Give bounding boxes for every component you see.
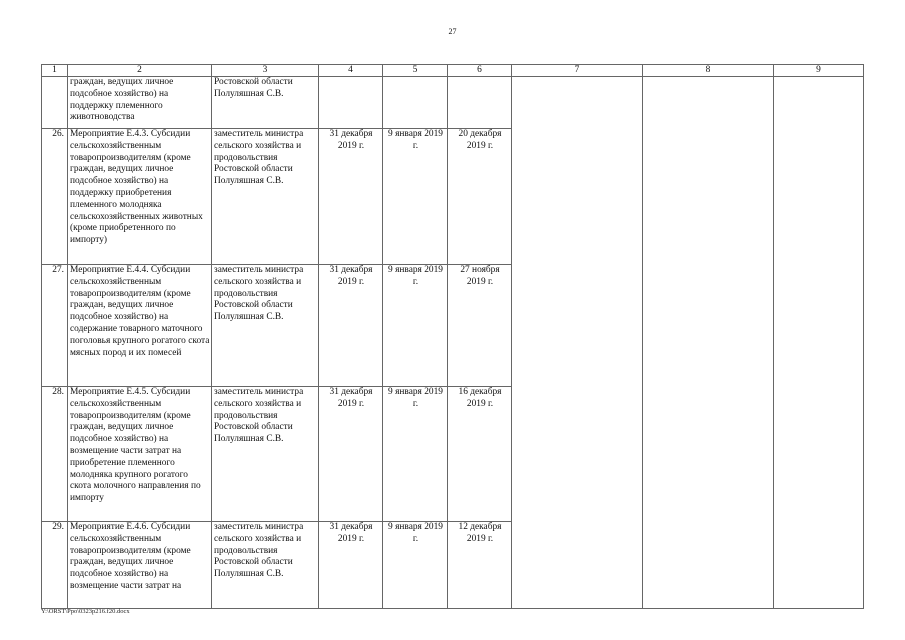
date-cell: 9 января 2019 г.: [383, 265, 448, 387]
date-cell: [448, 77, 512, 129]
column-number: 9: [774, 65, 864, 77]
page-number: 27: [448, 27, 457, 36]
responsible-cell: заместитель министра сельского хозяйства и продовольствия Ростовской области Полуляшная С.В.: [212, 387, 319, 522]
event-cell: Мероприятие Е.4.3. Субсидии сельскохозяйственным товаропроизводителям (кроме граждан, ведущих личное подсобное хозяйство) на поддержку приобретения племенного молодняка сельскохозяйственных животных (кроме приобретенного по импорту): [68, 129, 212, 265]
empty-cell: [774, 77, 864, 609]
date-cell: [383, 77, 448, 129]
date-cell: 31 декабря 2019 г.: [319, 265, 383, 387]
row-number-cell: 26.: [42, 129, 68, 265]
file-path-footer: Y:\ORST\Ppo\0323p216.f20.docx: [41, 608, 130, 615]
event-cell: граждан, ведущих личное подсобное хозяйство) на поддержку племенного животноводства: [68, 77, 212, 129]
date-cell: 27 ноября 2019 г.: [448, 265, 512, 387]
event-cell: Мероприятие Е.4.5. Субсидии сельскохозяйственным товаропроизводителям (кроме граждан, ведущих личное подсобное хозяйство) на возмещение части затрат на приобретение племенного молодняка крупного рогатого скота молочного направления по импорту: [68, 387, 212, 522]
column-number: 5: [383, 65, 448, 77]
event-cell: Мероприятие Е.4.4. Субсидии сельскохозяйственным товаропроизводителям (кроме граждан, ведущих личное подсобное хозяйство) на содержание товарного маточного поголовья крупного рогатого скота мясных пород и их помесей: [68, 265, 212, 387]
date-cell: 31 декабря 2019 г.: [319, 129, 383, 265]
column-number-row: [42, 65, 864, 77]
date-cell: 16 декабря 2019 г.: [448, 387, 512, 522]
row-number-cell: 29.: [42, 522, 68, 609]
column-number: 7: [512, 65, 643, 77]
empty-cell: [512, 77, 643, 609]
column-number: 1: [42, 65, 68, 77]
column-number: 4: [319, 65, 383, 77]
responsible-cell: заместитель министра сельского хозяйства и продовольствия Ростовской области Полуляшная С.В.: [212, 129, 319, 265]
date-cell: 20 декабря 2019 г.: [448, 129, 512, 265]
column-number: 8: [643, 65, 774, 77]
column-number: 2: [68, 65, 212, 77]
date-cell: 31 декабря 2019 г.: [319, 387, 383, 522]
date-cell: 9 января 2019 г.: [383, 522, 448, 609]
date-cell: 12 декабря 2019 г.: [448, 522, 512, 609]
responsible-cell: Ростовской области Полуляшная С.В.: [212, 77, 319, 129]
row-number-cell: 28.: [42, 387, 68, 522]
responsible-cell: заместитель министра сельского хозяйства и продовольствия Ростовской области Полуляшная С.В.: [212, 265, 319, 387]
date-cell: [319, 77, 383, 129]
event-cell: Мероприятие Е.4.6. Субсидии сельскохозяйственным товаропроизводителям (кроме граждан, ведущих личное подсобное хозяйство) на возмещение части затрат на: [68, 522, 212, 609]
column-number: 3: [212, 65, 319, 77]
row-number-cell: 27.: [42, 265, 68, 387]
responsible-cell: заместитель министра сельского хозяйства и продовольствия Ростовской области Полуляшная С.В.: [212, 522, 319, 609]
table-row: [42, 77, 864, 129]
row-number-cell: [42, 77, 68, 129]
empty-cell: [643, 77, 774, 609]
date-cell: 9 января 2019 г.: [383, 387, 448, 522]
date-cell: 31 декабря 2019 г.: [319, 522, 383, 609]
date-cell: 9 января 2019 г.: [383, 129, 448, 265]
plan-table: [41, 64, 864, 609]
column-number: 6: [448, 65, 512, 77]
